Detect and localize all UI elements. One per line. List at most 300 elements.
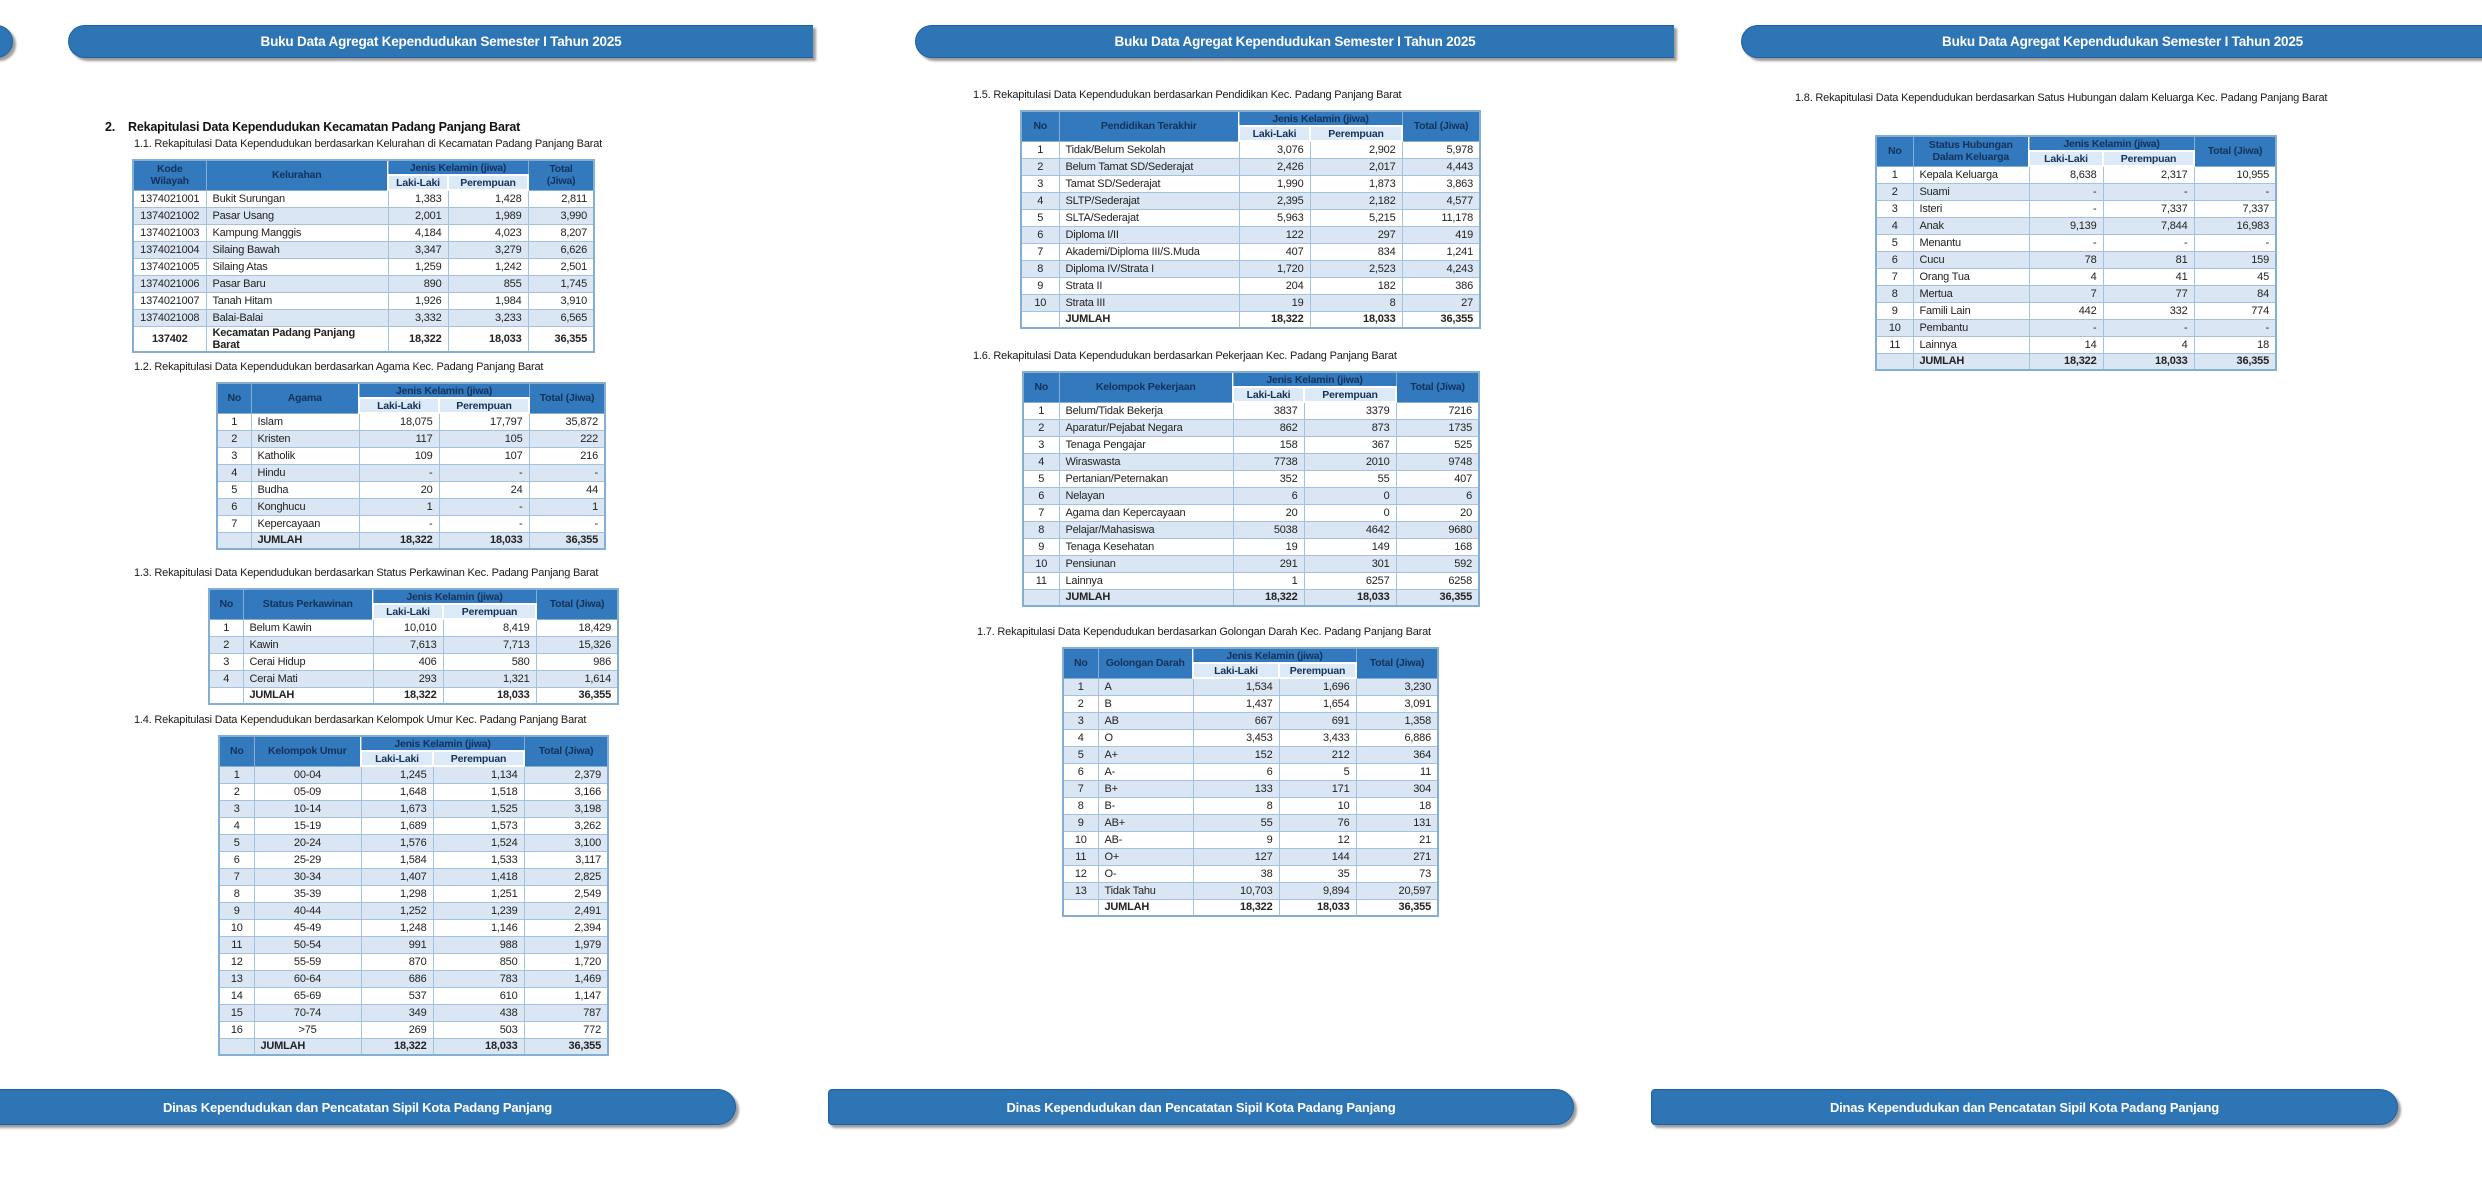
cell-female: 4 <box>2103 336 2194 353</box>
cell-total: 271 <box>1356 848 1438 865</box>
table-header-row <box>1876 136 2276 151</box>
cell-category: 50-54 <box>254 936 361 953</box>
cell-male: 1,689 <box>361 817 433 834</box>
cell-female: 2010 <box>1304 453 1396 470</box>
cell-male: 349 <box>361 1004 433 1021</box>
cell-no: 1 <box>219 766 254 783</box>
cell-no: 6 <box>217 498 251 515</box>
cell-female: 2,317 <box>2103 166 2194 183</box>
cell-category: Strata II <box>1059 277 1239 294</box>
cell-total: 1,469 <box>524 970 608 987</box>
column-header-total: Total (Jiwa) <box>1396 372 1479 402</box>
header-banner-title: Buku Data Agregat Kependudukan Semester I Tahun 2025 <box>1114 34 1476 49</box>
cell-no: 10 <box>1876 319 1913 336</box>
cell-category: Tidak/Belum Sekolah <box>1059 141 1239 158</box>
cell-category: Pelajar/Mahasiswa <box>1059 521 1233 538</box>
cell-female: 18,033 <box>1310 311 1402 328</box>
cell-no: 13 <box>1063 882 1098 899</box>
cell-category: B- <box>1098 797 1193 814</box>
cell-category: Pertanian/Peternakan <box>1059 470 1233 487</box>
cell-category: 35-39 <box>254 885 361 902</box>
column-header-male: Laki-Laki <box>2029 151 2103 166</box>
column-header-male: Laki-Laki <box>373 604 443 619</box>
cell-no: 1 <box>1063 678 1098 695</box>
cell-category: O- <box>1098 865 1193 882</box>
cell-total: 36,355 <box>2194 353 2276 370</box>
cell-male: 291 <box>1233 555 1304 572</box>
cell-category: JUMLAH <box>1059 311 1239 328</box>
cell-male: - <box>359 515 439 532</box>
cell-female: 1,242 <box>448 258 528 275</box>
cell-male: 442 <box>2029 302 2103 319</box>
cell-female: 3,233 <box>448 309 528 326</box>
cell-female: 850 <box>433 953 524 970</box>
cell-total: 1,358 <box>1356 712 1438 729</box>
cell-no: 4 <box>1023 453 1059 470</box>
cell-male: 3,453 <box>1193 729 1279 746</box>
cell-category: Diploma IV/Strata I <box>1059 260 1239 277</box>
cell-male: 18,322 <box>388 326 448 352</box>
cell-no <box>1876 353 1913 370</box>
cell-male: - <box>2029 183 2103 200</box>
cell-category: JUMLAH <box>243 687 373 704</box>
cell-no: 1374021007 <box>133 292 206 309</box>
cell-total: 1,241 <box>1402 243 1480 260</box>
cell-female: 212 <box>1279 746 1356 763</box>
cell-category: Diploma I/II <box>1059 226 1239 243</box>
cell-male: 10,010 <box>373 619 443 636</box>
cell-no: 2 <box>219 783 254 800</box>
cell-no: 7 <box>217 515 251 532</box>
column-header-female: Perempuan <box>1279 663 1356 678</box>
cell-category: 70-74 <box>254 1004 361 1021</box>
cell-no: 15 <box>219 1004 254 1021</box>
cell-total: 304 <box>1356 780 1438 797</box>
cell-female: 7,713 <box>443 636 536 653</box>
cell-total: 20,597 <box>1356 882 1438 899</box>
cell-male: 7738 <box>1233 453 1304 470</box>
cell-no: 10 <box>1063 831 1098 848</box>
cell-male: 1,584 <box>361 851 433 868</box>
cell-female: - <box>439 498 529 515</box>
cell-female: 76 <box>1279 814 1356 831</box>
cell-female: - <box>2103 183 2194 200</box>
cell-no: 5 <box>1876 234 1913 251</box>
cell-category: Agama dan Kepercayaan <box>1059 504 1233 521</box>
cell-total: 4,577 <box>1402 192 1480 209</box>
cell-male: 890 <box>388 275 448 292</box>
column-header-no: Kode Wilayah <box>133 160 206 190</box>
cell-no: 6 <box>1876 251 1913 268</box>
cell-category: Famili Lain <box>1913 302 2029 319</box>
cell-male: 204 <box>1239 277 1310 294</box>
cell-no: 9 <box>1063 814 1098 831</box>
cell-male: 38 <box>1193 865 1279 882</box>
cell-no: 9 <box>1021 277 1059 294</box>
section-heading-text: Rekapitulasi Data Kependudukan Kecamatan Padang Panjang Barat <box>128 120 521 134</box>
cell-male: 7,613 <box>373 636 443 653</box>
cell-category: 15-19 <box>254 817 361 834</box>
cell-female: 873 <box>1304 419 1396 436</box>
cell-total: 592 <box>1396 555 1479 572</box>
cell-category: Lainnya <box>1913 336 2029 353</box>
cell-total: - <box>2194 183 2276 200</box>
cell-category: O+ <box>1098 848 1193 865</box>
cell-no: 8 <box>219 885 254 902</box>
cell-no: 6 <box>1023 487 1059 504</box>
cell-female: 1,134 <box>433 766 524 783</box>
cell-female: 18,033 <box>433 1038 524 1055</box>
cell-male: 1,673 <box>361 800 433 817</box>
cell-male: 18,322 <box>359 532 439 549</box>
cell-total: 36,355 <box>528 326 594 352</box>
cell-total: 1,745 <box>528 275 594 292</box>
cell-total: 787 <box>524 1004 608 1021</box>
cell-female: 8,419 <box>443 619 536 636</box>
cell-total: 2,394 <box>524 919 608 936</box>
column-header-total: Total (Jiwa) <box>524 736 608 766</box>
cell-no: 1374021006 <box>133 275 206 292</box>
cell-female: 1,518 <box>433 783 524 800</box>
cell-no: 137402 <box>133 326 206 352</box>
cell-total: 36,355 <box>529 532 605 549</box>
cell-female: 5 <box>1279 763 1356 780</box>
cell-no: 10 <box>1023 555 1059 572</box>
cell-no: 1374021005 <box>133 258 206 275</box>
cell-no: 5 <box>219 834 254 851</box>
cell-male: 9 <box>1193 831 1279 848</box>
cell-total: 84 <box>2194 285 2276 302</box>
cell-no: 4 <box>1021 192 1059 209</box>
cell-female: 580 <box>443 653 536 670</box>
column-header-female: Perempuan <box>439 398 529 413</box>
cell-no: 2 <box>1063 695 1098 712</box>
cell-total: 3,166 <box>524 783 608 800</box>
cell-category: >75 <box>254 1021 361 1038</box>
column-header-female: Perempuan <box>1310 126 1402 141</box>
cell-category: Mertua <box>1913 285 2029 302</box>
cell-category: Kecamatan Padang Panjang Barat <box>206 326 388 352</box>
cell-no: 6 <box>1021 226 1059 243</box>
cell-female: 18,033 <box>2103 353 2194 370</box>
cell-female: 1,696 <box>1279 678 1356 695</box>
cell-no: 3 <box>1876 200 1913 217</box>
cell-female: 1,533 <box>433 851 524 868</box>
cell-total: 3,863 <box>1402 175 1480 192</box>
cell-category: Cucu <box>1913 251 2029 268</box>
cell-total: 6,626 <box>528 241 594 258</box>
cell-total: - <box>529 515 605 532</box>
cell-female: 4642 <box>1304 521 1396 538</box>
cell-no: 2 <box>1021 158 1059 175</box>
cell-total: 35,872 <box>529 413 605 430</box>
cell-female: 1,239 <box>433 902 524 919</box>
cell-total: 18,429 <box>536 619 618 636</box>
cell-category: Tenaga Pengajar <box>1059 436 1233 453</box>
cell-total: 44 <box>529 481 605 498</box>
cell-category: B <box>1098 695 1193 712</box>
cell-category: Strata III <box>1059 294 1239 311</box>
cell-female: 1,251 <box>433 885 524 902</box>
cell-no: 8 <box>1876 285 1913 302</box>
cell-category: JUMLAH <box>251 532 359 549</box>
cell-category: Tenaga Kesehatan <box>1059 538 1233 555</box>
column-header-category: Status Perkawinan <box>243 589 373 619</box>
cell-female: 1,418 <box>433 868 524 885</box>
cell-no: 2 <box>217 430 251 447</box>
cell-male: 109 <box>359 447 439 464</box>
cell-total: 2,549 <box>524 885 608 902</box>
cell-total: 2,501 <box>528 258 594 275</box>
cell-male: 3837 <box>1233 402 1304 419</box>
cell-male: 3,076 <box>1239 141 1310 158</box>
cell-female: 4,023 <box>448 224 528 241</box>
cell-total: - <box>2194 319 2276 336</box>
cell-female: - <box>439 464 529 481</box>
cell-category: Suami <box>1913 183 2029 200</box>
cell-no: 6 <box>219 851 254 868</box>
cell-female: 1,654 <box>1279 695 1356 712</box>
cell-category: JUMLAH <box>254 1038 361 1055</box>
cell-male: 1,534 <box>1193 678 1279 695</box>
cell-male: 1,298 <box>361 885 433 902</box>
cell-total: 3,910 <box>528 292 594 309</box>
cell-category: Kristen <box>251 430 359 447</box>
cell-female: - <box>439 515 529 532</box>
cell-no: 7 <box>219 868 254 885</box>
section-title-1-5: 1.5. Rekapitulasi Data Kependudukan berdasarkan Pendidikan Kec. Padang Panjang Barat <box>973 89 1402 101</box>
cell-category: Tamat SD/Sederajat <box>1059 175 1239 192</box>
cell-male: 1,245 <box>361 766 433 783</box>
cell-female: 41 <box>2103 268 2194 285</box>
cell-male: 78 <box>2029 251 2103 268</box>
section-title-1-7: 1.7. Rekapitulasi Data Kependudukan berdasarkan Golongan Darah Kec. Padang Panjang Barat <box>977 626 1431 638</box>
column-header-total: Total (Jiwa) <box>2194 136 2276 166</box>
cell-male: 1,407 <box>361 868 433 885</box>
cell-male: 152 <box>1193 746 1279 763</box>
cell-category: Belum Kawin <box>243 619 373 636</box>
column-header-category: Kelurahan <box>206 160 388 190</box>
cell-category: 40-44 <box>254 902 361 919</box>
column-header-category: Agama <box>251 383 359 413</box>
header-banner-title: Buku Data Agregat Kependudukan Semester I Tahun 2025 <box>260 34 622 49</box>
cell-category: Aparatur/Pejabat Negara <box>1059 419 1233 436</box>
footer-banner-title: Dinas Kependudukan dan Pencatatan Sipil Kota Padang Panjang <box>1006 1099 1396 1115</box>
cell-total: 36,355 <box>536 687 618 704</box>
cell-no: 3 <box>1063 712 1098 729</box>
table-row <box>1876 200 2276 217</box>
cell-total: 36,355 <box>1402 311 1480 328</box>
cell-category: AB+ <box>1098 814 1193 831</box>
cell-total: 772 <box>524 1021 608 1038</box>
section-title-1-3: 1.3. Rekapitulasi Data Kependudukan berdasarkan Status Perkawinan Kec. Padang Panjang Barat <box>134 567 599 579</box>
header-banner-title: Buku Data Agregat Kependudukan Semester I Tahun 2025 <box>1942 34 2303 49</box>
cell-total: 364 <box>1356 746 1438 763</box>
cell-female: 2,182 <box>1310 192 1402 209</box>
column-header-no: No <box>1023 372 1059 402</box>
cell-total: 36,355 <box>1356 899 1438 916</box>
column-header-total: Total (Jiwa) <box>528 160 594 190</box>
cell-female: 610 <box>433 987 524 1004</box>
cell-male: 4 <box>2029 268 2103 285</box>
cell-female: 3,433 <box>1279 729 1356 746</box>
cell-category: 60-64 <box>254 970 361 987</box>
cell-female: 7,337 <box>2103 200 2194 217</box>
cell-female: 783 <box>433 970 524 987</box>
cell-category: 45-49 <box>254 919 361 936</box>
cell-category: Anak <box>1913 217 2029 234</box>
column-header-gender-group: Jenis Kelamin (jiwa) <box>1239 111 1402 126</box>
cell-female: 0 <box>1304 487 1396 504</box>
cell-category: Nelayan <box>1059 487 1233 504</box>
cell-male: 537 <box>361 987 433 1004</box>
cell-no: 1 <box>1876 166 1913 183</box>
cell-female: 77 <box>2103 285 2194 302</box>
cell-category: Lainnya <box>1059 572 1233 589</box>
table-total-row <box>1876 353 2276 370</box>
cell-total: 168 <box>1396 538 1479 555</box>
cell-no: 11 <box>1023 572 1059 589</box>
cell-female: 1,573 <box>433 817 524 834</box>
cell-category: Silaing Bawah <box>206 241 388 258</box>
cell-category: 25-29 <box>254 851 361 868</box>
cell-male: 4,184 <box>388 224 448 241</box>
cell-male: - <box>359 464 439 481</box>
cell-no: 3 <box>219 800 254 817</box>
cell-category: Wiraswasta <box>1059 453 1233 470</box>
cell-female: 7,844 <box>2103 217 2194 234</box>
cell-total: 73 <box>1356 865 1438 882</box>
header-banner <box>1741 25 2482 58</box>
cell-no: 7 <box>1023 504 1059 521</box>
cell-male: 1,990 <box>1239 175 1310 192</box>
cell-male: 158 <box>1233 436 1304 453</box>
column-header-category: Kelompok Umur <box>254 736 361 766</box>
cell-male: 5038 <box>1233 521 1304 538</box>
cell-male: 18,322 <box>373 687 443 704</box>
cell-female: 17,797 <box>439 413 529 430</box>
column-header-female: Perempuan <box>1304 387 1396 402</box>
cell-category: Kepala Keluarga <box>1913 166 2029 183</box>
cell-female: 18,033 <box>439 532 529 549</box>
cell-total: 3,230 <box>1356 678 1438 695</box>
cell-no: 1 <box>217 413 251 430</box>
table-row <box>1876 234 2276 251</box>
section-title-1-4: 1.4. Rekapitulasi Data Kependudukan berdasarkan Kelompok Umur Kec. Padang Panjang Barat <box>134 714 587 726</box>
cell-no: 4 <box>209 670 243 687</box>
cell-male: 1,437 <box>1193 695 1279 712</box>
cell-category: SLTA/Sederajat <box>1059 209 1239 226</box>
cell-no: 4 <box>1063 729 1098 746</box>
cell-category: 65-69 <box>254 987 361 1004</box>
column-header-female: Perempuan <box>433 751 524 766</box>
cell-female: 24 <box>439 481 529 498</box>
cell-male: 127 <box>1193 848 1279 865</box>
cell-male: 18,322 <box>2029 353 2103 370</box>
cell-female: 1,146 <box>433 919 524 936</box>
cell-female: 301 <box>1304 555 1396 572</box>
cell-no: 5 <box>1063 746 1098 763</box>
cell-total: 3,262 <box>524 817 608 834</box>
table-row <box>1876 319 2276 336</box>
column-header-category: Golongan Darah <box>1098 648 1193 678</box>
cell-total: 10,955 <box>2194 166 2276 183</box>
table-row <box>1876 336 2276 353</box>
table-row <box>1876 166 2276 183</box>
cell-category: Katholik <box>251 447 359 464</box>
column-header-female: Perempuan <box>443 604 536 619</box>
cell-category: 05-09 <box>254 783 361 800</box>
cell-male: 1,383 <box>388 190 448 207</box>
cell-category: Pensiunan <box>1059 555 1233 572</box>
cell-total: 2,825 <box>524 868 608 885</box>
cell-category: Cerai Mati <box>243 670 373 687</box>
column-header-male: Laki-Laki <box>1233 387 1304 402</box>
cell-male: 870 <box>361 953 433 970</box>
cell-female: 2,523 <box>1310 260 1402 277</box>
cell-male: 2,001 <box>388 207 448 224</box>
column-header-gender-group: Jenis Kelamin (jiwa) <box>373 589 536 604</box>
column-header-female: Perempuan <box>2103 151 2194 166</box>
cell-category: 10-14 <box>254 800 361 817</box>
cell-total: 15,326 <box>536 636 618 653</box>
cell-female: - <box>2103 234 2194 251</box>
cell-male: 2,426 <box>1239 158 1310 175</box>
cell-total: 216 <box>529 447 605 464</box>
section-title-1-1: 1.1. Rekapitulasi Data Kependudukan berdasarkan Kelurahan di Kecamatan Padang Panjang Barat <box>134 138 602 150</box>
cell-total: 8,207 <box>528 224 594 241</box>
cell-male: 117 <box>359 430 439 447</box>
cell-no: 7 <box>1063 780 1098 797</box>
cell-total: 16,983 <box>2194 217 2276 234</box>
cell-no: 2 <box>1023 419 1059 436</box>
cell-male: 1,259 <box>388 258 448 275</box>
cell-total: 2,491 <box>524 902 608 919</box>
cell-category: AB <box>1098 712 1193 729</box>
cell-female: 2,017 <box>1310 158 1402 175</box>
cell-female: - <box>2103 319 2194 336</box>
cell-male: 352 <box>1233 470 1304 487</box>
cell-total: 2,811 <box>528 190 594 207</box>
column-header-no: No <box>1876 136 1913 166</box>
cell-female: 3,279 <box>448 241 528 258</box>
cell-category: Bukit Surungan <box>206 190 388 207</box>
cell-female: 1,321 <box>443 670 536 687</box>
cell-female: 367 <box>1304 436 1396 453</box>
cell-category: Isteri <box>1913 200 2029 217</box>
cell-no: 9 <box>219 902 254 919</box>
cell-male: 407 <box>1239 243 1310 260</box>
column-header-total: Total (Jiwa) <box>529 383 605 413</box>
cell-category: Kepercayaan <box>251 515 359 532</box>
cell-female: 1,428 <box>448 190 528 207</box>
cell-category: Pasar Usang <box>206 207 388 224</box>
cell-female: 834 <box>1310 243 1402 260</box>
column-header-category: Status Hubungan Dalam Keluarga <box>1913 136 2029 166</box>
cell-female: 3379 <box>1304 402 1396 419</box>
cell-no: 7 <box>1876 268 1913 285</box>
cell-total: 1735 <box>1396 419 1479 436</box>
cell-category: Balai-Balai <box>206 309 388 326</box>
column-header-gender-group: Jenis Kelamin (jiwa) <box>359 383 529 398</box>
cell-total: 36,355 <box>524 1038 608 1055</box>
cell-female: 171 <box>1279 780 1356 797</box>
footer-banner-title: Dinas Kependudukan dan Pencatatan Sipil Kota Padang Panjang <box>1829 1099 2220 1115</box>
cell-female: 1,989 <box>448 207 528 224</box>
column-header-female: Perempuan <box>448 175 528 190</box>
column-header-category: Kelompok Pekerjaan <box>1059 372 1233 402</box>
cell-no: 3 <box>217 447 251 464</box>
